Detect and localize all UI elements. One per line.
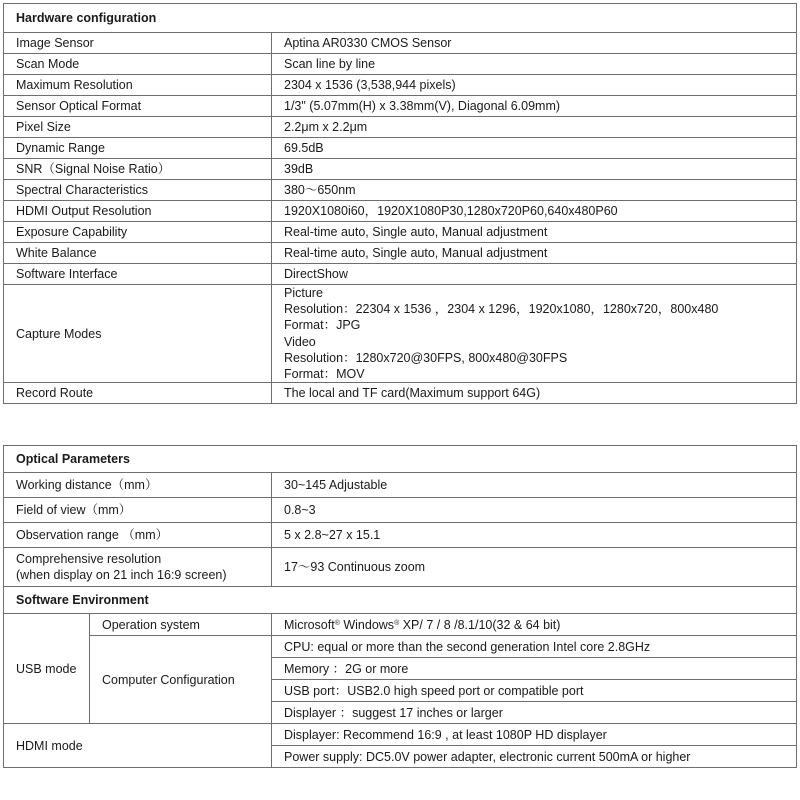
hdmi-mode-label: HDMI mode (4, 724, 272, 768)
spec-value: 17～93 Continuous zoom (272, 548, 797, 587)
spec-value: Aptina AR0330 CMOS Sensor (272, 33, 797, 54)
table-row (4, 138, 797, 159)
hardware-configuration-table (3, 3, 797, 404)
spec-value: CPU: equal or more than the second generation Intel core 2.8GHz (272, 636, 797, 658)
spec-label (4, 548, 272, 587)
capture-line: Format：JPG (284, 318, 361, 333)
os-text: Microsoft (284, 618, 335, 632)
spec-label: Exposure Capability (4, 222, 272, 243)
section-title: Hardware configuration (4, 4, 797, 33)
spec-label: White Balance (4, 243, 272, 264)
table-row (4, 498, 797, 523)
os-text: XP/ 7 / 8 /8.1/10(32 & 64 bit) (399, 618, 561, 632)
spec-label: Sensor Optical Format (4, 96, 272, 117)
table-row (4, 243, 797, 264)
spec-label: SNR（Signal Noise Ratio） (4, 159, 272, 180)
spec-label: Capture Modes (4, 285, 272, 383)
capture-line: Format：MOV (284, 367, 365, 382)
table-row (4, 159, 797, 180)
spec-value: Memory ：2G or more (272, 658, 797, 680)
spec-value: Real-time auto, Single auto, Manual adjustment (272, 222, 797, 243)
spec-value: 2304 x 1536 (3,538,944 pixels) (272, 75, 797, 96)
spec-label: Observation range （mm） (4, 523, 272, 548)
spec-value: 39dB (272, 159, 797, 180)
table-header-row (4, 587, 797, 614)
table-row (4, 523, 797, 548)
section-title: Software Environment (4, 587, 797, 614)
table-row (4, 201, 797, 222)
spec-label: Image Sensor (4, 33, 272, 54)
spec-value: 380～650nm (272, 180, 797, 201)
spec-value: 30~145 Adjustable (272, 473, 797, 498)
spec-label: Field of view（mm） (4, 498, 272, 523)
section-title: Optical Parameters (4, 446, 797, 473)
table-row (4, 180, 797, 201)
table-row (4, 473, 797, 498)
registered-mark: ® (394, 620, 400, 627)
table-row (4, 724, 797, 746)
spec-label: Software Interface (4, 264, 272, 285)
spec-label: Operation system (90, 614, 272, 636)
spec-label: Pixel Size (4, 117, 272, 138)
spec-value: 5 x 2.8~27 x 15.1 (272, 523, 797, 548)
spec-value: 1/3" (5.07mm(H) x 3.38mm(V), Diagonal 6.09mm) (272, 96, 797, 117)
table-row (4, 614, 797, 636)
label-line: (when display on 21 inch 16:9 screen) (16, 568, 227, 582)
table-row (4, 33, 797, 54)
spec-value: 0.8~3 (272, 498, 797, 523)
spec-value: Real-time auto, Single auto, Manual adjustment (272, 243, 797, 264)
capture-line: Resolution：22304 x 1536 ，2304 x 1296，1920x1080，1280x720，800x480 (284, 302, 719, 317)
os-text: Windows (339, 618, 395, 632)
spec-label: Working distance（mm） (4, 473, 272, 498)
table-row (4, 117, 797, 138)
spec-value: Displayer: Recommend 16:9 , at least 1080P HD displayer (272, 724, 797, 746)
spec-value: Scan line by line (272, 54, 797, 75)
capture-line: Resolution：1280x720@30FPS, 800x480@30FPS (284, 350, 568, 365)
spec-value: USB port：USB2.0 high speed port or compatible port (272, 680, 797, 702)
label-line: Comprehensive resolution (16, 552, 162, 566)
capture-line: Video (284, 334, 316, 349)
table-row (4, 383, 797, 404)
capture-line: Picture (284, 286, 323, 300)
registered-mark: ® (334, 620, 340, 627)
spec-value: 1920X1080i60，1920X1080P30,1280x720P60,640x480P60 (272, 201, 797, 222)
optical-software-table (3, 445, 797, 768)
spec-value (272, 614, 797, 636)
spec-label: Spectral Characteristics (4, 180, 272, 201)
spec-value: Displayer ：suggest 17 inches or larger (272, 702, 797, 724)
spec-value: The local and TF card(Maximum support 64G) (272, 383, 797, 404)
table-row (4, 54, 797, 75)
spec-label: Computer Configuration (90, 636, 272, 724)
table-row (4, 96, 797, 117)
spec-value: 2.2μm x 2.2μm (272, 117, 797, 138)
usb-mode-label: USB mode (4, 614, 90, 724)
spec-label: HDMI Output Resolution (4, 201, 272, 222)
spec-label: Scan Mode (4, 54, 272, 75)
table-header-row (4, 446, 797, 473)
table-row (4, 222, 797, 243)
table-row (4, 75, 797, 96)
table-row (4, 636, 797, 658)
table-row (4, 264, 797, 285)
spec-label: Dynamic Range (4, 138, 272, 159)
spec-label: Record Route (4, 383, 272, 404)
spec-label: Maximum Resolution (4, 75, 272, 96)
spec-value: 69.5dB (272, 138, 797, 159)
spec-value: Power supply: DC5.0V power adapter, electronic current 500mA or higher (272, 746, 797, 768)
spec-value: DirectShow (272, 264, 797, 285)
table-row (4, 548, 797, 587)
capture-modes-row (4, 285, 797, 383)
capture-modes-value (272, 285, 797, 383)
table-header-row (4, 4, 797, 33)
